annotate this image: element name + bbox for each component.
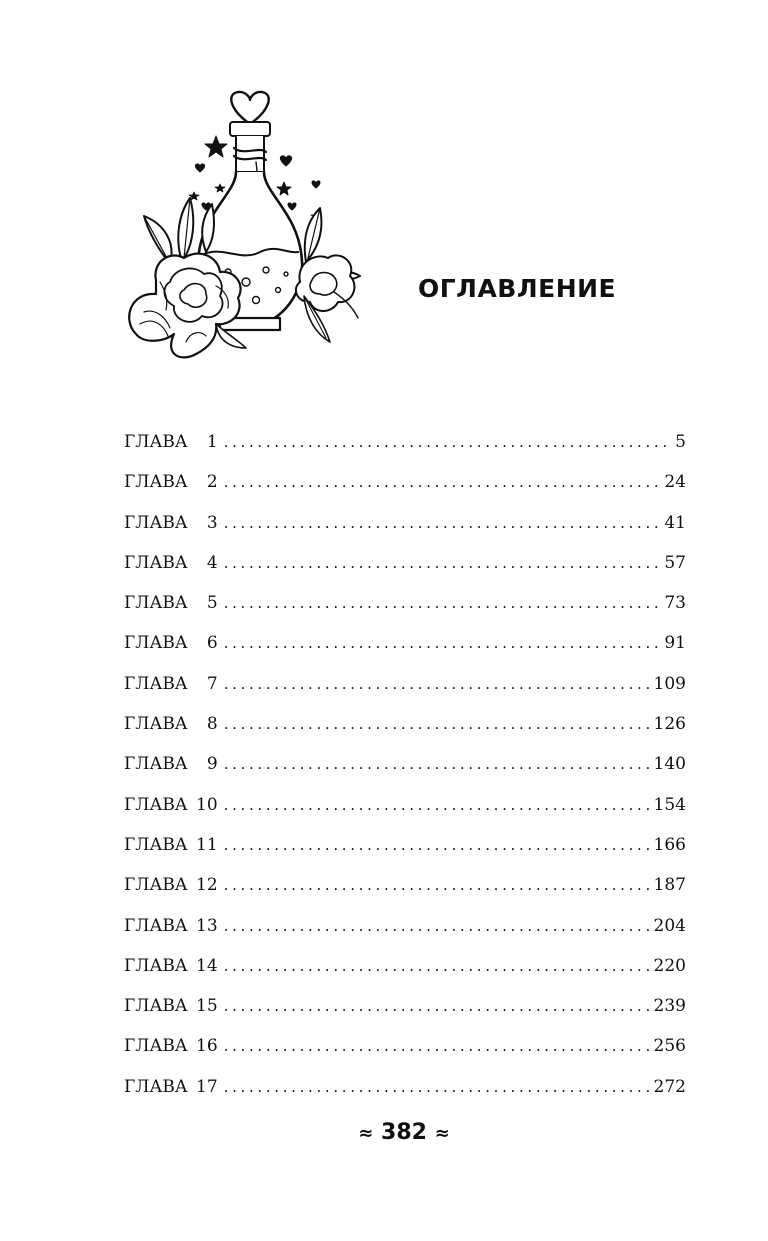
table-of-contents [124,432,686,1117]
toc-entry [124,714,686,754]
toc-page-number: 57 [664,552,686,573]
toc-chapter-label: ГЛАВА [124,432,188,452]
toc-chapter-label: ГЛАВА [124,633,188,654]
toc-dot-leader [224,997,650,1015]
page-number-value: 382 [381,1120,427,1145]
toc-page-number: 126 [653,714,686,735]
toc-entry [124,432,686,472]
toc-chapter-label: ГЛАВА [124,593,188,614]
toc-entry [124,835,686,875]
toc-dot-leader [224,473,661,491]
toc-entry [124,996,686,1036]
toc-chapter-label: ГЛАВА [124,673,188,694]
toc-entry [124,1036,686,1076]
toc-chapter-number: 14 [196,955,218,976]
toc-page-number: 166 [653,834,686,855]
toc-entry [124,553,686,593]
toc-dot-leader [224,1037,650,1055]
toc-page-number: 41 [664,512,686,533]
toc-dot-leader [224,514,661,532]
toc-dot-leader [224,917,650,935]
toc-dot-leader [224,836,650,854]
toc-page-number: 24 [664,472,686,493]
toc-chapter-number: 4 [206,552,218,573]
toc-chapter-label: ГЛАВА [124,552,188,573]
toc-chapter-number: 10 [196,794,218,815]
toc-page-number: 140 [653,754,686,775]
toc-page-number: 109 [653,673,686,694]
toc-entry [124,472,686,512]
toc-chapter-label: ГЛАВА [124,996,188,1017]
toc-chapter-label: ГЛАВА [124,714,188,735]
toc-entry [124,795,686,835]
toc-entry [124,875,686,915]
toc-chapter-number: 7 [206,673,218,694]
toc-chapter-label: ГЛАВА [124,875,188,896]
toc-entry [124,916,686,956]
page-title: ОГЛАВЛЕНИЕ [418,274,617,303]
toc-page-number: 187 [653,875,686,896]
toc-dot-leader [224,433,671,451]
toc-chapter-number: 1 [206,432,218,452]
toc-page-number: 239 [653,996,686,1017]
toc-chapter-number: 12 [196,875,218,896]
toc-chapter-label: ГЛАВА [124,472,188,493]
toc-chapter-label: ГЛАВА [124,955,188,976]
toc-chapter-number: 6 [206,633,218,654]
toc-entry [124,1077,686,1117]
toc-chapter-label: ГЛАВА [124,512,188,533]
toc-chapter-number: 3 [206,512,218,533]
toc-dot-leader [224,594,661,612]
toc-chapter-number: 15 [196,996,218,1017]
toc-chapter-label: ГЛАВА [124,834,188,855]
toc-entry [124,633,686,673]
toc-chapter-number: 2 [206,472,218,493]
toc-chapter-number: 5 [206,593,218,614]
toc-dot-leader [224,957,650,975]
toc-entry [124,956,686,996]
toc-dot-leader [224,634,661,652]
toc-page-number: 256 [653,1036,686,1057]
toc-entry [124,593,686,633]
toc-chapter-number: 9 [206,754,218,775]
toc-chapter-label: ГЛАВА [124,754,188,775]
toc-chapter-label: ГЛАВА [124,794,188,815]
toc-dot-leader [224,715,650,733]
toc-chapter-number: 11 [196,834,218,855]
toc-chapter-label: ГЛАВА [124,915,188,936]
toc-chapter-label: ГЛАВА [124,1076,188,1097]
toc-page-number: 204 [653,915,686,936]
toc-dot-leader [224,675,650,693]
folio-ornament-left: ≈ [358,1123,374,1144]
toc-page-number: 154 [653,794,686,815]
toc-page-number: 220 [653,955,686,976]
potion-bottle-with-flowers-icon [120,86,365,364]
toc-dot-leader [224,876,650,894]
toc-page-number: 5 [675,432,686,452]
toc-entry [124,674,686,714]
toc-dot-leader [224,755,650,773]
toc-entry [124,754,686,794]
toc-chapter-label: ГЛАВА [124,1036,188,1057]
toc-page-number: 272 [653,1076,686,1097]
toc-page-number: 73 [664,593,686,614]
folio-ornament-right: ≈ [434,1123,450,1144]
toc-dot-leader [224,1078,650,1096]
toc-chapter-number: 8 [206,714,218,735]
toc-entry [124,513,686,553]
toc-page-number: 91 [664,633,686,654]
toc-chapter-number: 16 [196,1036,218,1057]
toc-dot-leader [224,554,661,572]
page-number [0,1120,768,1145]
toc-chapter-number: 17 [196,1076,218,1097]
toc-dot-leader [224,796,650,814]
toc-chapter-number: 13 [196,915,218,936]
